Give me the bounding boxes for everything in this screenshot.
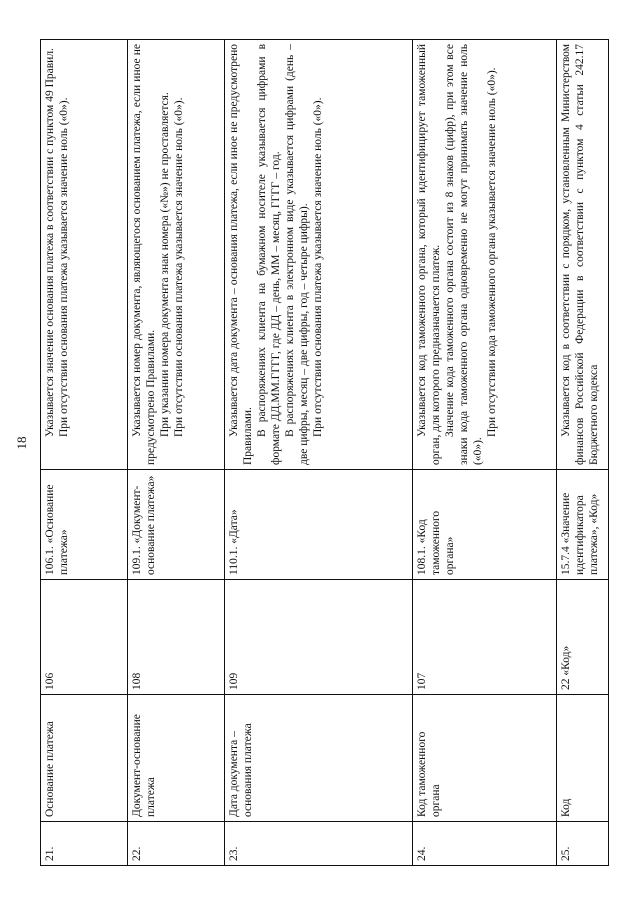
field-reference: 110.1. «Дата» xyxy=(225,470,413,580)
field-code: 108 xyxy=(128,580,225,695)
description-paragraph: Указывается номер документа, являющегося основанием платежа, если иное не предусмотрено Правилами. xyxy=(131,44,157,465)
field-description xyxy=(413,40,557,470)
field-name: Код таможенного органа xyxy=(413,695,557,822)
field-reference: 108.1. «Код таможенного органа» xyxy=(413,470,557,580)
field-reference: 106.1. «Основание платежа» xyxy=(41,470,128,580)
field-description xyxy=(225,40,413,470)
description-paragraph: При отсутствии кода таможенного органа указывается значение ноль («0»). xyxy=(486,67,498,437)
row-number: 25. xyxy=(557,822,609,866)
description-paragraph: При отсутствии основания платежа указывается значение ноль («0»). xyxy=(58,97,70,437)
description-paragraph: Указывается код таможенного органа, который идентифицирует таможенный орган, для которого предназначается платеж. xyxy=(416,44,442,465)
table-row xyxy=(413,40,557,866)
description-paragraph: При отсутствии основания платежа указывается значение ноль («0»). xyxy=(173,97,185,437)
field-code: 109 xyxy=(225,580,413,695)
row-number: 24. xyxy=(413,822,557,866)
field-description xyxy=(128,40,225,470)
description-paragraph: В распоряжениях клиента на бумажном носителе указывается цифрами в формате ДД.ММ.ГГГГ, где ДД – день, ММ – месяц, ГГГГ – год. xyxy=(256,44,282,465)
description-paragraph: В распоряжениях клиента в электронном виде указывается цифрами (день – две цифры, месяц – две цифры, год – четыре цифры). xyxy=(284,44,310,465)
description-paragraph: Значение кода таможенного органа состоит из 8 знаков (цифр), при этом все знаки кода таможенного органа одновременно не могут принимать значение ноль («0»). xyxy=(444,44,484,465)
field-name: Код xyxy=(557,695,609,822)
description-paragraph: Указывается дата документа – основания платежа, если иное не предусмотрено Правилами. xyxy=(228,44,254,465)
field-reference: 109.1. «Документ-основание платежа» xyxy=(128,470,225,580)
field-name: Основание платежа xyxy=(41,695,128,822)
payment-fields-table xyxy=(40,39,609,866)
table-row xyxy=(225,40,413,866)
row-number: 22. xyxy=(128,822,225,866)
description-paragraph: При отсутствии основания платежа указывается значение ноль («0»). xyxy=(312,97,324,437)
table-body xyxy=(41,40,609,866)
table-row xyxy=(557,40,609,866)
description-paragraph: Указывается значение основания платежа в соответствии с пунктом 49 Правил. xyxy=(44,48,56,437)
page-number: 18 xyxy=(14,436,29,450)
field-code: 106 xyxy=(41,580,128,695)
table-row xyxy=(128,40,225,866)
field-name: Документ-основание платежа xyxy=(128,695,225,822)
field-reference: 15.7.4 «Значение идентификатора платежа», «Код» xyxy=(557,470,609,580)
field-code: 22 «Код» xyxy=(557,580,609,695)
field-name: Дата документа – основания платежа xyxy=(225,695,413,822)
field-code: 107 xyxy=(413,580,557,695)
description-paragraph: Указывается код в соответствии с порядком, установленным Министерством финансов Российской Федерации в соответствии с пунктом 4 статьи 242.17 Бюджетного кодекса xyxy=(560,44,600,465)
field-description xyxy=(41,40,128,470)
description-paragraph: При указании номера документа знак номера («№») не проставляется. xyxy=(159,92,171,437)
row-number: 21. xyxy=(41,822,128,866)
field-description xyxy=(557,40,609,470)
row-number: 23. xyxy=(225,822,413,866)
table-row xyxy=(41,40,128,866)
